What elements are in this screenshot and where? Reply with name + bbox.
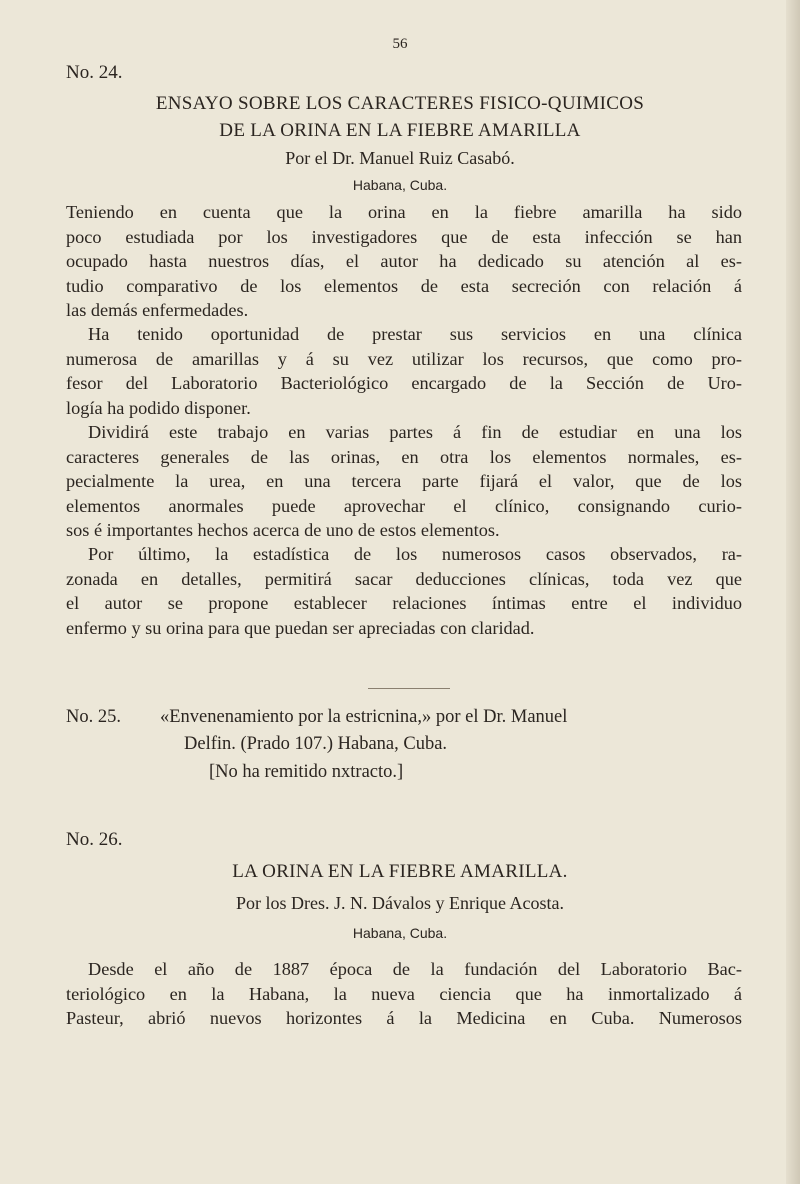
- entry-24-paragraph-2: Ha tenido oportunidad de prestar sus servicios en una clínica numerosa de amarillas y á su vez utilizar los recursos, que como pro- fesor del Laboratorio Bacteriológico encargado de la Sección de Uro- logía ha podido disponer.: [66, 324, 742, 418]
- entry-24-place: Habana, Cuba.: [352, 177, 448, 193]
- entry-25-number: No. 25.: [66, 707, 121, 727]
- entry-25-note: [No ha remitido nxtracto.]: [209, 762, 404, 782]
- entry-24-paragraph-1: Teniendo en cuenta que la orina en la fiebre amarilla ha sido poco estudiada por los investigadores que de esta infección se han ocupado hasta nuestros días, el autor ha dedicado su atención al es- tudio comparativo de los elementos de esta secreción con relación á las demás enfermedades.: [66, 202, 742, 320]
- entry-24-author: Por el Dr. Manuel Ruiz Casabó.: [285, 148, 515, 168]
- entry-26-paragraph: Desde el año de 1887 época de la fundación del Laboratorio Bac- teriológico en la Habana, la nueva ciencia que ha inmortalizado á Pasteur, abrió nuevos horizontes á la Medicina en Cuba. Numerosos: [66, 959, 742, 1028]
- entry-26-place: Habana, Cuba.: [352, 925, 448, 941]
- entry-26-title: LA ORINA EN LA FIEBRE AMARILLA.: [232, 861, 568, 882]
- entry-24-paragraph-3: Dividirá este trabajo en varias partes á fin de estudiar en una los caracteres generales de las orinas, en otra los elementos normales, es- pecialmente la urea, en una tercera parte fijará el valor, que de los elementos anormales puede aprovechar el clínico, consignando curio- sos é importantes hechos acerca de uno de estos elementos.: [66, 422, 742, 540]
- entry-24-number: No. 24.: [66, 62, 123, 83]
- entry-26-author: Por los Dres. J. N. Dávalos y Enrique Acosta.: [236, 893, 564, 913]
- section-divider: [368, 688, 450, 689]
- page-edge-shadow: [786, 0, 800, 1184]
- page-number: 56: [392, 36, 408, 52]
- entry-26-number: No. 26.: [66, 829, 123, 850]
- entry-24-title-line2: DE LA ORINA EN LA FIEBRE AMARILLA: [219, 120, 581, 141]
- entry-24-title-line1: ENSAYO SOBRE LOS CARACTERES FISICO-QUIMICOS: [155, 93, 645, 114]
- entry-25-line2: Delfin. (Prado 107.) Habana, Cuba.: [184, 734, 448, 754]
- entry-25-line1: «Envenenamiento por la estricnina,» por el Dr. Manuel: [160, 707, 568, 727]
- entry-24-paragraph-4: Por último, la estadística de los numerosos casos observados, ra- zonada en detalles, permitirá sacar deducciones clínicas, toda vez que el autor se propone establecer relaciones íntimas entre el individuo enfermo y su orina para que puedan ser apreciadas con claridad.: [66, 544, 742, 638]
